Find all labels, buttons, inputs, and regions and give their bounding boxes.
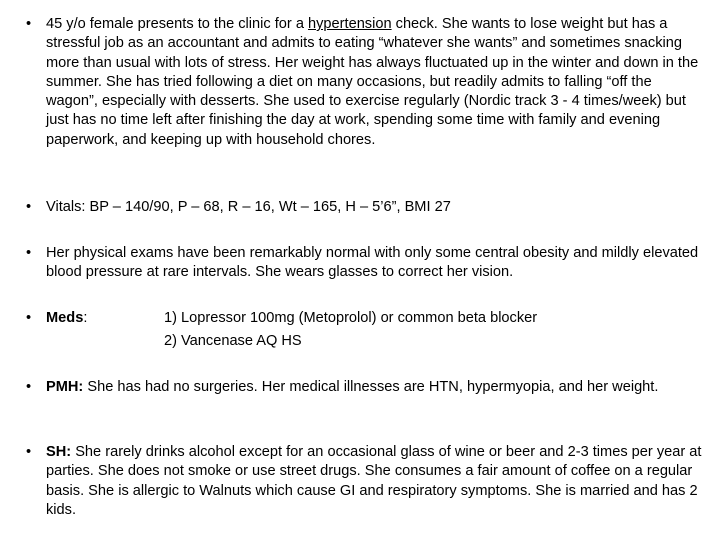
sh-body: She rarely drinks alcohol except for an occasional glass of wine or beer and 2-3 times per year at parties. She does not smoke or use street drugs. She consumes a fair amount of coffee on a regular basis. She is allergic to Walnuts which cause GI and respiratory symptoms. She is married and has 2 kids. bbox=[46, 444, 702, 518]
sh-label: SH: bbox=[46, 444, 72, 460]
pmh-body: She has had no surgeries. Her medical illnesses are HTN, hypermyopia, and her weight. bbox=[83, 379, 659, 395]
hypertension-underlined: hypertension bbox=[308, 16, 392, 32]
med-item-2: 2) Vancenase AQ HS bbox=[164, 333, 302, 349]
bullet: • bbox=[26, 379, 32, 395]
physical-text: Her physical exams have been remarkably normal with only some central obesity and mildly elevated blood pressure at rare intervals. She wears glasses to correct her vision. bbox=[46, 245, 699, 281]
meds-label: Meds bbox=[46, 310, 84, 326]
intro-text bbox=[46, 15, 706, 150]
sh-text bbox=[46, 443, 706, 520]
bullet: • bbox=[26, 444, 32, 460]
bullet: • bbox=[26, 16, 32, 32]
med-item-1: 1) Lopressor 100mg (Metoprolol) or common beta blocker bbox=[164, 310, 538, 326]
pmh-label: PMH: bbox=[46, 379, 84, 395]
vitals-text: Vitals: BP – 140/90, P – 68, R – 16, Wt – 165, H – 5’6”, BMI 27 bbox=[46, 199, 451, 215]
bullet: • bbox=[26, 310, 32, 326]
meds-colon: : bbox=[83, 310, 88, 326]
intro-part1: 45 y/o female presents to the clinic for a bbox=[46, 16, 309, 32]
meds-list bbox=[164, 307, 537, 353]
bullet: • bbox=[26, 199, 32, 215]
pmh-text bbox=[46, 378, 706, 397]
bullet: • bbox=[26, 245, 32, 261]
intro-part2: check. She wants to lose weight but has a stressful job as an accountant and admits to eating “whatever she wants” and sometimes snacking more than usual with lots of stress. Her weight has always fluctuated up in the winter and down in the summer. She has tried following a diet on many occasions, but readily admits to falling “off the wagon”, especially with desserts. She used to exercise regularly (Nordic track 3 - 4 times/week) but just has no time left after finishing the day at work, spending some time with family and evening paperwork, and keeping up with household chores. bbox=[46, 16, 699, 148]
